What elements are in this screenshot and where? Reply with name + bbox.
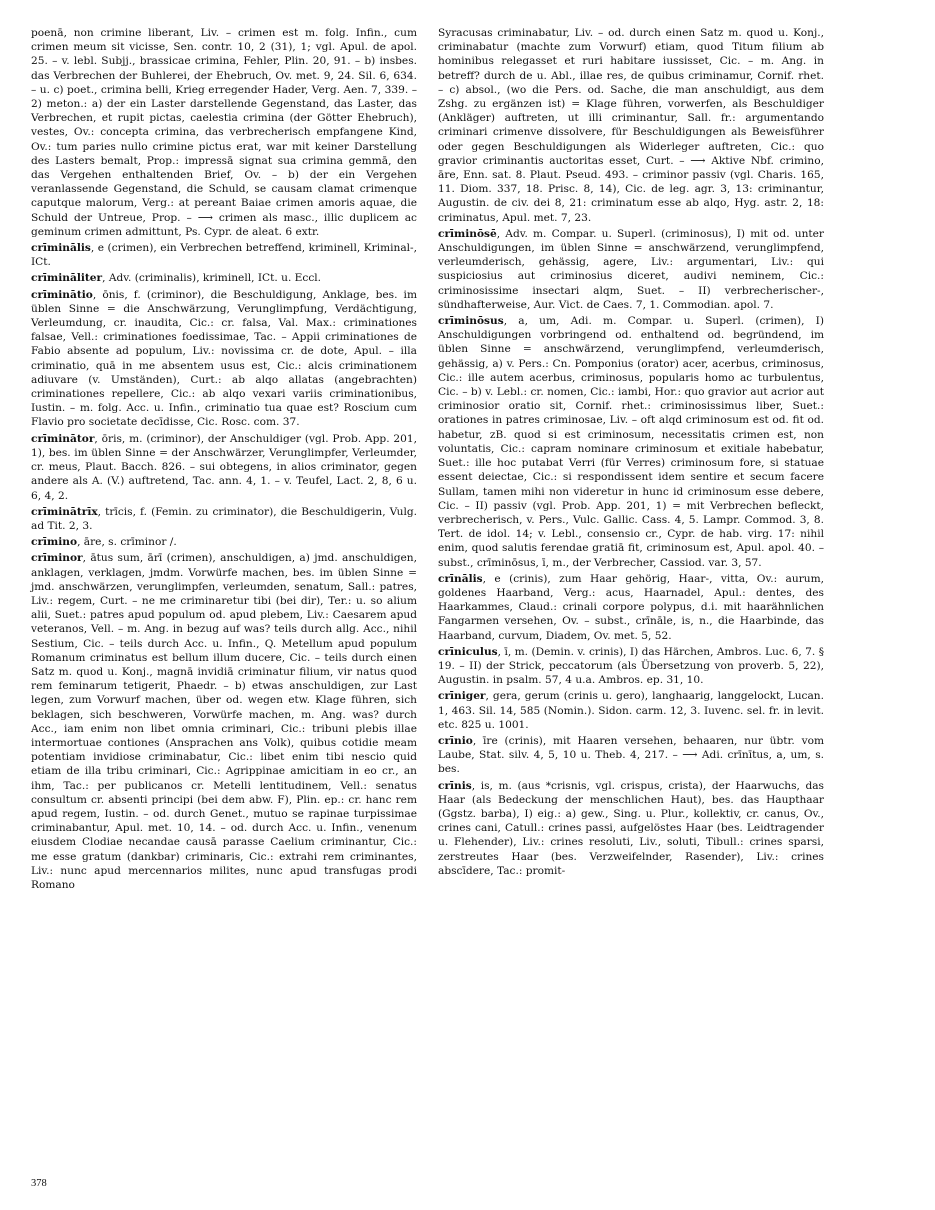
entry-text: , trīcis, f. (Femin. zu criminator), die Beschuldigerin, Vulg. ad Tit. 2, 3. — [31, 505, 417, 532]
entry-crimino — [31, 535, 417, 549]
entry-text: , Adv. m. Compar. u. Superl. (criminosus), I) mit od. unter Anschuldigungen, im üblen Sinne = anschwärzend, verunglimpfend, verleumderisch, gehässig, agere, Liv.: argumentari, Liv.: qui suspiciosius aut criminosius diceret, audivi neminem, Cic.: criminosissime insectari alqm, Suet. – II) verbrecherischer-, sündhafterweise, Aur. Vict. de Caes. 7, 1. Commodian. apol. 7. — [438, 227, 824, 311]
entry-crinis — [438, 779, 824, 878]
entry-criniculus — [438, 645, 824, 688]
entry-headword: crīminātio — [31, 288, 93, 301]
entry-criminator — [31, 432, 417, 503]
entry-text: , ōnis, f. (criminor), die Beschuldigung, Anklage, bes. im üblen Sinne = die Anschwärzung, Verunglimpfung, Verdächtigung, Verleumdung, cr. inaudita, Cic.: cr. falsa, Val. Max.: criminationes falsae, Vell.: criminationes foedissimae, Tac. – Appii criminationes de Fabio absente ad populum, Liv.: novissima cr. de dote, Apul. – illa criminatio, quā in me absentem usus est, Cic.: alcis criminationem adiuvare (v. Umständen), Curt.: ab alqo allatas (angebrachten) criminationes repellere, Cic.: ab alqo vexari variis criminationibus, Iustin. – m. folg. Acc. u. Infin., criminatio tua quae est? Roscium cum Flavio pro societate decīdisse, Cic. Rosc. com. 37. — [31, 288, 417, 429]
entry-criminor-continued — [438, 26, 824, 225]
entry-text: , is, m. (aus *crisnis, vgl. crispus, crista), der Haarwuchs, das Haar (als Bedeckung der menschlichen Haut), bes. das Haupthaar (Ggstz. barba), I) eig.: a) gew., Sing. u. Plur., kollektiv, cr. canus, Ov., crines cani, Catull.: crines passi, aufgelöstes Haar (bes. Leidtragender u. Flehender), Liv.: crines resoluti, Liv., soluti, Tibull.: crines sparsi, zerstreutes Haar (bes. Verzweifelnder, Rasender), Liv.: crines abscīdere, Tac.: promit- — [438, 779, 824, 877]
entry-headword: crīminor — [31, 552, 83, 565]
entry-criminor — [31, 551, 417, 892]
page-number: 378 — [31, 1178, 47, 1189]
entry-criminaliter — [31, 271, 417, 285]
entry-criminatrix — [31, 505, 417, 533]
entry-headword: crīnis — [438, 779, 472, 792]
entry-text: , ī, m. (Demin. v. crinis), I) das Härchen, Ambros. Luc. 6, 7. § 19. – II) der Strick, peccatorum (als Übersetzung von proverb. 5, 22), Augustin. in psalm. 57, 4 u.a. Ambros. ep. 31, 10. — [438, 645, 824, 687]
entry-headword: crīminātrīx — [31, 505, 98, 518]
entry-headword: crīminōsē — [438, 227, 497, 240]
entry-headword: crīmino — [31, 536, 78, 549]
entry-criniger — [438, 689, 824, 732]
entry-text: , ōris, m. (criminor), der Anschuldiger (vgl. Prob. App. 201, 1), bes. im üblen Sinne = der Anschwärzer, Verunglimpfer, Verleumder, cr. meus, Plaut. Bacch. 826. – sui obtegens, in alios criminator, gegen andere als A. (V.) auftretend, Tac. ann. 4, 1. – v. Teufel, Lact. 2, 8, 6 u. 6, 4, 2. — [31, 432, 417, 502]
entry-headword: crīnio — [438, 734, 473, 747]
entry-text: , āre, s. crīminor /. — [77, 536, 177, 549]
entry-criminalis — [31, 241, 417, 269]
entry-headword: crīminālis — [31, 242, 91, 255]
entry-text: , e (crimen), ein Verbrechen betreffend, kriminell, Kriminal-, ICt. — [31, 242, 417, 269]
entry-text: Syracusas criminabatur, Liv. – od. durch einen Satz m. quod u. Konj., criminabatur (machte zum Vorwurf) etiam, quod Titum filium ab hominibus relegasset et ruri habitare iussisset, Cic. – m. Ang. in betreff? durch de u. Abl., illae res, de quibus criminamur, Cornif. rhet. – c) absol., (wo die Pers. od. Sache, die man anschuldigt, aus dem Zshg. zu ergänzen ist) = Klage führen, vorwerfen, als Beschuldiger (Ankläger) auftreten, ut illi criminantur, Sall. fr.: argumentando criminari crimenve dissolvere, für Beschuldigungen als Beweisführer oder gegen Beschuldigungen als Widerleger auftreten, Cic.: quo gravior criminantis auctoritas esset, Curt. – ⟶ Aktive Nbf. crimino, āre, Enn. sat. 8. Plaut. Pseud. 493. – criminor passiv (vgl. Charis. 165, 11. Diom. 337, 18. Prisc. 8, 14), Cic. de leg. agr. 3, 13: criminantur, Augustin. de civ. dei 8, 21: criminatum esse ab alqo, Hyg. astr. 2, 18: criminatus, Apul. met. 7, 23. — [438, 27, 824, 224]
entry-headword: crīminōsus — [438, 315, 504, 328]
entry-text: poenā, non crimine liberant, Liv. – crimen est m. folg. Infin., cum crimen meum sit vicisse, Sen. contr. 10, 2 (31), 1; vgl. Apul. de apol. 25. – v. lebl. Subjj., brassicae crimina, Fehler, Plin. 20, 91. – b) insbes. das Verbrechen der Buhlerei, der Ehebruch, Ov. met. 9, 24. Sil. 6, 634. – u. c) poet., crimina belli, Krieg erregender Hader, Verg. Aen. 7, 339. – 2) meton.: a) der ein Laster darstellende Gegenstand, das Laster, das Verbrechen, et rupit pictas, caelestia crimina (der Götter Ehebruch), vestes, Ov.: concepta crimina, das verbrecherisch empfangene Kind, Ov.: tum paries nullo crimine pictus erat, war mit keiner Darstellung des Lasters bemalt, Prop.: impressā signat sua crimina gemmā, den das Vergehen enthaltenden Brief, Ov. – b) der ein Vergehen veranlassende Gegenstand, die Schuld, se causam clamat crimenque caputque malorum, Verg.: at pereant Baiae crimen amoris aquae, die Schuld der Untreue, Prop. – ⟶ crimen als masc., illic duplicem ac geminum crimen admittunt, Ps. Cypr. de aleat. 6 extr. — [31, 27, 417, 238]
entry-text: , Adv. (criminalis), kriminell, ICt. u. Eccl. — [102, 272, 322, 285]
entry-text: , gera, gerum (crinis u. gero), langhaarig, langgelockt, Lucan. 1, 463. Sil. 14, 585 (Nomin.). Sidon. carm. 12, 3. Iuvenc. sel. fr. in levit. etc. 825 u. 1001. — [438, 690, 824, 731]
entry-crimen-continued — [31, 26, 417, 239]
entry-headword: crīminālitеr — [31, 272, 103, 285]
entry-text: , ātus sum, ārī (crimen), anschuldigen, a) jmd. anschuldigen, anklagen, verklagen, jmdm. Vorwürfe machen, bes. im üblen Sinne = jmd. anschwärzen, verunglimpfen, verleumden, senatum, Sall.: patres, Liv.: regem, Curt. – ne me criminaretur tibi (bei dir), Ter.: u. so alium alii, Suet.: patres apud populum od. apud plebem, Liv.: Caesarem apud veteranos, Vell. – m. Ang. in bezug auf was? teils durch allg. Acc., nihil Sestium, Cic. – teils durch Acc. u. Infin., Q. Metellum apud populum Romanum criminatus est bellum illum ducere, Cic. – teils durch einen Satz m. quod u. Konj., magnā invidiā criminatur filium, vir natus quod rem feminarum tetigerit, Phaedr. – b) etwas anschuldigen, zur Last legen, zum Vorwurf machen, über od. wegen etw. Klage führen, sich beklagen, sich beschweren, Vorwürfe machen, m. Ang. was? durch Acc., iam enim non libet omnia criminari, Cic.: tribuni plebis illae intermortuae contiones (Ansprachen ans Volk), quibus cotidie meam potentiam invidiose criminabatur, Cic.: libet enim tibi nescio quid etiam de illa tribu criminari, Cic.: Agrippinae amicitiam in eo cr., an ihm, Tac.: per publicanos cr. Metelli lentitudinem, Vell.: senatus consultum cr. absenti principi (bei dem abw. F), Plin. ep.: cr. hanc rem apud regem, Iustin. – od. durch Genet., mutuo se rapinae turpissimae criminabantur, Apul. met. 10, 14. – od. durch Acc. u. Infin., venenum eiusdem Clodiae necandae causā parasse Caelium criminantur, Cic.: me esse gratum (dankbar) criminaris, Cic.: extrahi rem criminantes, Liv.: nunc apud mercennarios milites, nunc apud transfugas prodi Romano — [31, 552, 417, 891]
entry-headword: crīminātor — [31, 432, 95, 445]
entry-text: , īre (crinis), mit Haaren versehen, behaaren, nur übtr. vom Laube, Stat. silv. 4, 5, 10 u. Theb. 4, 217. – ⟶ Adi. crīnītus, a, um, s. bes. — [438, 734, 824, 776]
entry-criminatio — [31, 288, 417, 430]
entry-crinalis — [438, 572, 824, 643]
entry-crinio — [438, 734, 824, 777]
left-column — [31, 26, 417, 894]
entry-text: , a, um, Adi. m. Compar. u. Superl. (crimen), I) Anschuldigungen vorbringend od. enthaltend od. begründend, im üblen Sinne = anschwärzend, verunglimpfend, verleumderisch, gehässig, a) v. Pers.: Cn. Pomponius (orator) acer, acerbus, criminosus, Cic.: ille autem acerbus, criminosus, popularis homo ac turbulentus, Cic. – b) v. Lebl.: cr. nomen, Cic.: iambi, Hor.: quo gravior aut acrior aut criminosior oratio sit, Cornif. rhet.: criminosissimus liber, Suet.: orationes in patres criminosae, Liv. – oft alqd criminosum est od. fit od. habetur, zB. quod si est criminosum, necessitatis crimen est, non voluntatis, Cic.: capram nominare criminosum et exitiale habebatur, Suet.: ille hoc putabat Verri (für Verres) criminosum fore, si statuae essent deiectae, Cic.: si respondissent idem sentire et secum facere Sullam, tamen mihi non videretur in hunc id criminosum esse debere, Cic. – II) passiv (vgl. Prob. App. 201, 1) = mit Verbrechen befleckt, verbrecherisch, v. Pers., Vulc. Gallic. Cass. 4, 5. Lampr. Commod. 3, 8. Tert. de idol. 14; v. Lebl., consensio cr., Cypr. de hab. virg. 17: nihil enim, quod salutis ferendae gratiā fit, criminosum est, Apul. apol. 40. – subst., crīminōsus, ī, m., der Verbrecher, Cassiod. var. 3, 57. — [438, 315, 824, 569]
right-column — [438, 26, 824, 880]
entry-text: , e (crinis), zum Haar gehörig, Haar-, vitta, Ov.: aurum, goldenes Haarband, Verg.: acus, Haarnadel, Apul.: dentes, des Haarkammes, Claud.: crinali corpore polypus, d.i. mit haarähnlichen Fangarmen versehen, Ov. – subst., crīnāle, is, n., die Haarbinde, das Haarband, curvum, Diadem, Ov. met. 5, 52. — [438, 572, 824, 642]
entry-criminosus — [438, 314, 824, 570]
entry-headword: crīniculus — [438, 645, 498, 658]
entry-criminose — [438, 227, 824, 312]
entry-headword: crīnālis — [438, 572, 483, 585]
entry-headword: crīniger — [438, 690, 486, 703]
